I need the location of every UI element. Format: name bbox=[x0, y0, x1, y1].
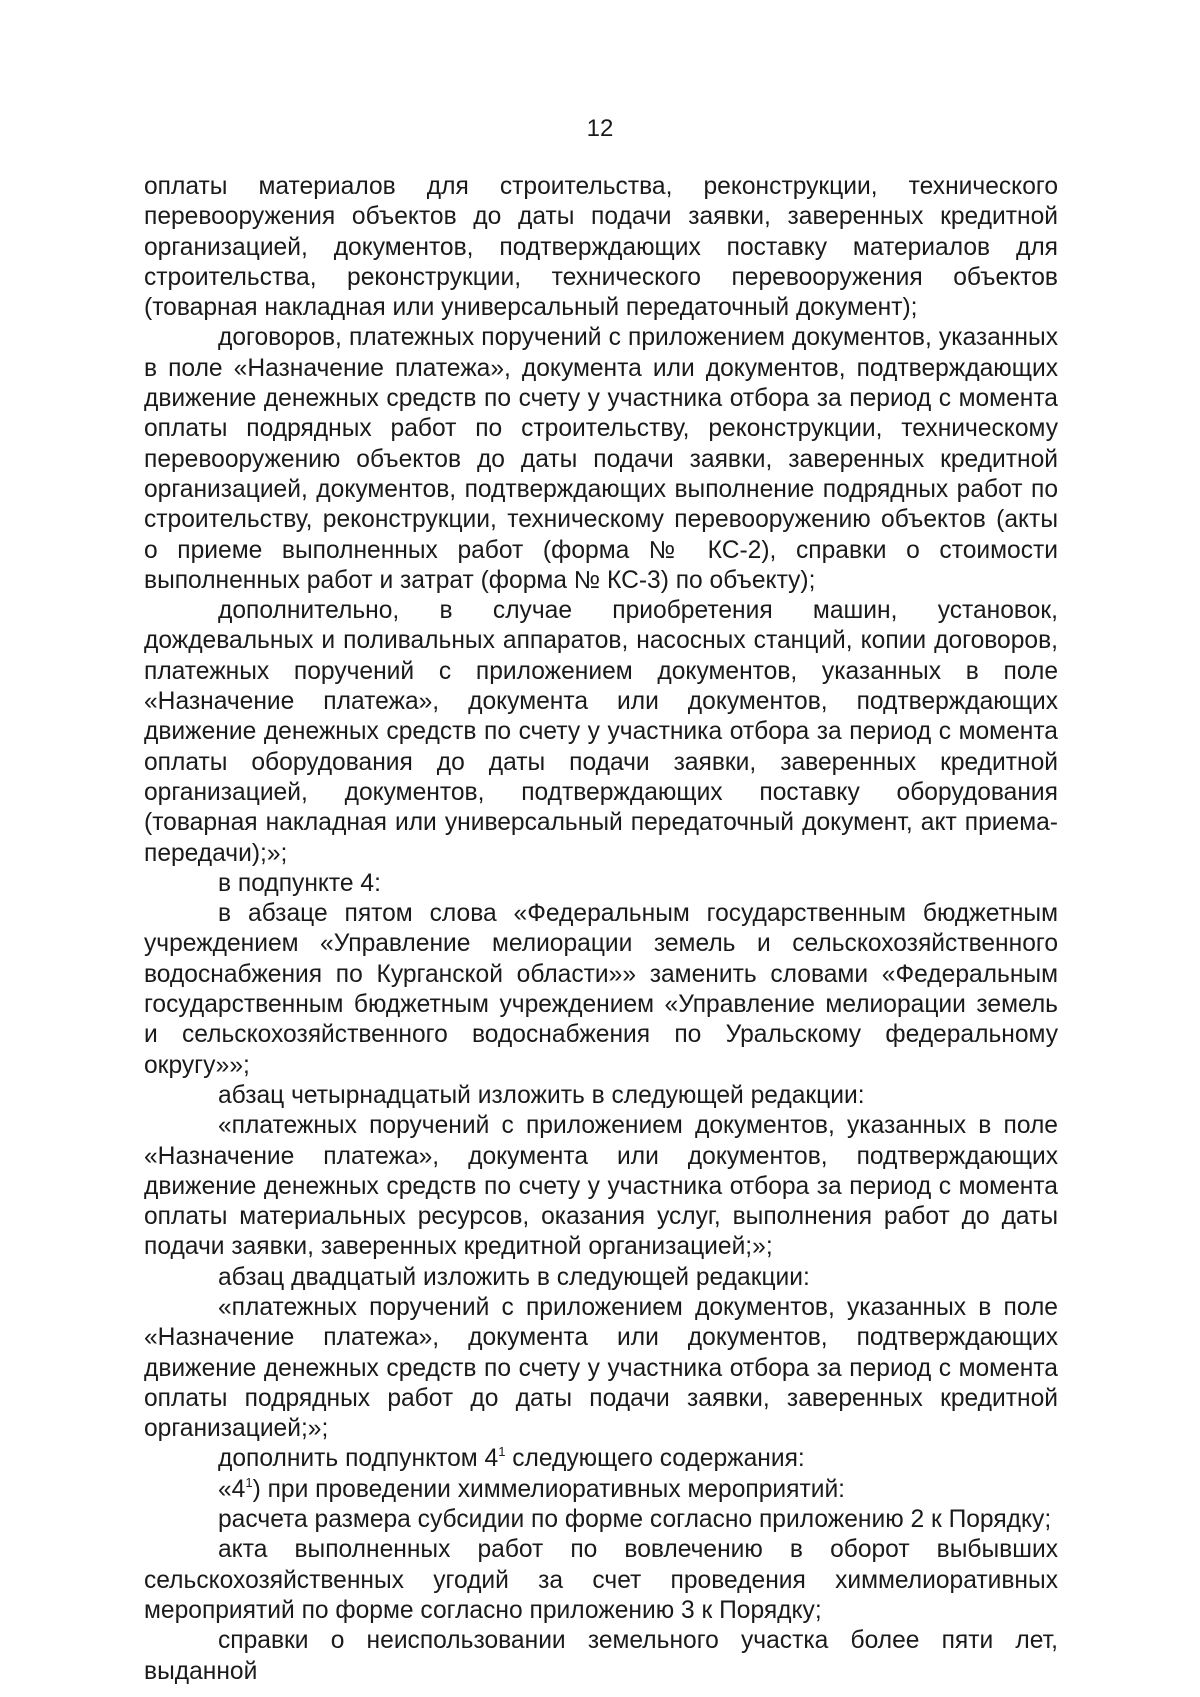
paragraph-6: абзац четырнадцатый изложить в следующей редакции: bbox=[218, 1081, 865, 1109]
paragraph-7: «платежных поручений с приложением документов, указанных в поле «Назначение платежа», документа или документов, подтверждающих движение денежных средств по счету у участника отбора за период с момента оплаты материальных ресурсов, оказания услуг, выполнения работ до даты подачи заявки, заверенных кредитной организацией;»; bbox=[144, 1112, 1058, 1261]
paragraph-4: в подпункте 4: bbox=[218, 869, 381, 897]
paragraph-10-text-before: дополнить подпунктом 4 bbox=[218, 1445, 499, 1473]
paragraph-11-text-before: «4 bbox=[218, 1475, 246, 1503]
paragraph-11 bbox=[144, 1475, 1058, 1505]
paragraph-12: расчета размера субсидии по форме согласно приложению 2 к Порядку; bbox=[218, 1506, 1052, 1534]
paragraph-14: справки о неиспользовании земельного участка более пяти лет, выданной bbox=[144, 1627, 1058, 1685]
superscript-index: 1 bbox=[245, 1474, 253, 1490]
paragraph-10-text-after: следующего содержания: bbox=[505, 1445, 805, 1473]
paragraph-1: оплаты материалов для строительства, реконструкции, технического перевооружения объектов до даты подачи заявки, заверенных кредитной организацией, документов, подтверждающих поставку материалов для строительства, реконструкции, технического перевооружения объектов (товарная накладная или универсальный передаточный документ); bbox=[144, 173, 1058, 322]
paragraph-2: договоров, платежных поручений с приложением документов, указанных в поле «Назначение платежа», документа или документов, подтверждающих движение денежных средств по счету у участника отбора за период с момента оплаты подрядных работ по строительству, реконструкции, техническому перевооружению объектов до даты подачи заявки, заверенных кредитной организацией, документов, подтверждающих выполнение подрядных работ по строительству, реконструкции, техническому перевооружению объектов (акты о приеме выполненных работ (форма № КС-2), справки о стоимости выполненных работ и затрат (форма № КС-3) по объекту); bbox=[144, 324, 1058, 594]
paragraph-10 bbox=[144, 1444, 1058, 1474]
paragraph-13: акта выполненных работ по вовлечению в оборот выбывших сельскохозяйственных угодий за счет проведения химмелиоративных мероприятий по форме согласно приложению 3 к Порядку; bbox=[144, 1536, 1058, 1624]
paragraph-8: абзац двадцатый изложить в следующей редакции: bbox=[218, 1263, 810, 1291]
paragraph-3: дополнительно, в случае приобретения машин, установок, дождевальных и поливальных аппаратов, насосных станций, копии договоров, платежных поручений с приложением документов, указанных в поле «Назначение платежа», документа или документов, подтверждающих движение денежных средств по счету у участника отбора за период с момента оплаты оборудования до даты подачи заявки, заверенных кредитной организацией, документов, подтверждающих поставку оборудования (товарная накладная или универсальный передаточный документ, акт приема-передачи);»; bbox=[144, 597, 1058, 867]
superscript-index: 1 bbox=[498, 1444, 506, 1460]
paragraph-11-text-after: ) при проведении химмелиоративных мероприятий: bbox=[252, 1475, 846, 1503]
paragraph-9: «платежных поручений с приложением документов, указанных в поле «Назначение платежа», документа или документов, подтверждающих движение денежных средств по счету у участника отбора за период с момента оплаты подрядных работ до даты подачи заявки, заверенных кредитной организацией;»; bbox=[144, 1293, 1058, 1443]
page-number: 12 bbox=[586, 115, 614, 142]
paragraph-5: в абзаце пятом слова «Федеральным государственным бюджетным учреждением «Управление мелиорации земель и сельскохозяйственного водоснабжения по Курганской области»» заменить словами «Федеральным государственным бюджетным учреждением «Управление мелиорации земель и сельскохозяйственного водоснабжения по Уральскому федеральному округу»»; bbox=[144, 900, 1058, 1079]
document-body bbox=[144, 172, 1058, 1687]
